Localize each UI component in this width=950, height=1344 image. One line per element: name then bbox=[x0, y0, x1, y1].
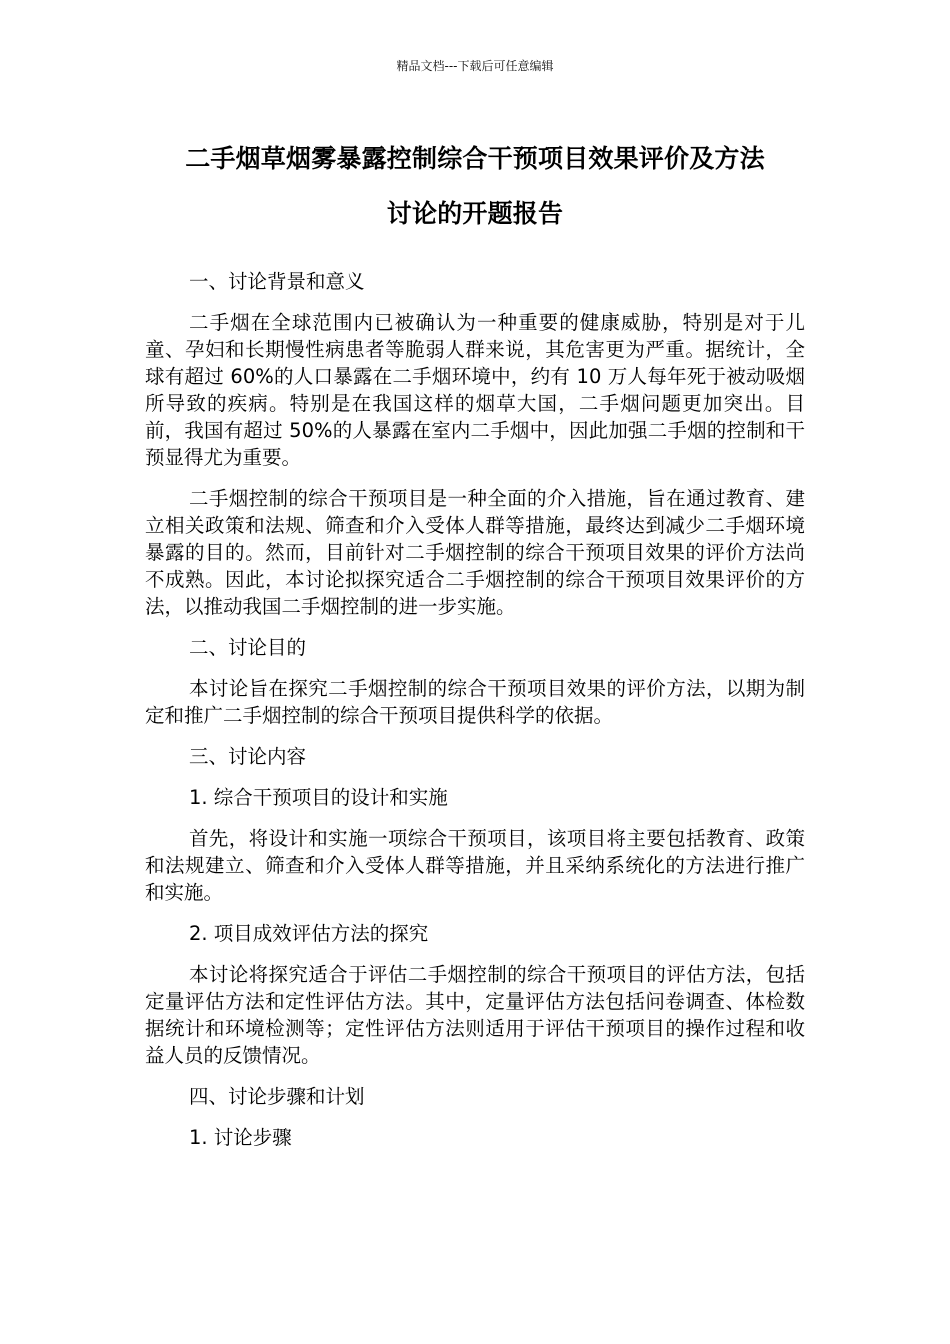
section-heading-steps: 四、讨论步骤和计划 bbox=[189, 1085, 365, 1108]
section-heading-purpose: 二、讨论目的 bbox=[189, 636, 307, 659]
paragraph-evaluation-methods: 本讨论将探究适合于评估二手烟控制的综合干预项目的评估方法，包括定量评估方法和定性评估方法。其中，定量评估方法包括问卷调查、体检数据统计和环境检测等；定性评估方法则适用于评估干预项目的操作过程和收益人员的反馈情况。 bbox=[145, 963, 805, 1067]
section-heading-background: 一、讨论背景和意义 bbox=[189, 270, 365, 293]
subheading-project-design: 1. 综合干预项目的设计和实施 bbox=[189, 786, 448, 809]
document-title-line-1: 二手烟草烟雾暴露控制综合干预项目效果评价及方法 bbox=[185, 144, 765, 173]
page-header: 精品文档---下载后可任意编辑 bbox=[396, 59, 554, 73]
paragraph-project-design: 首先，将设计和实施一项综合干预项目，该项目将主要包括教育、政策和法规建立、筛查和介入受体人群等措施，并且采纳系统化的方法进行推广和实施。 bbox=[145, 827, 805, 904]
paragraph-purpose: 本讨论旨在探究二手烟控制的综合干预项目效果的评价方法，以期为制定和推广二手烟控制的综合干预项目提供科学的依据。 bbox=[145, 677, 805, 727]
section-heading-content: 三、讨论内容 bbox=[189, 745, 307, 768]
paragraph-background-2: 二手烟控制的综合干预项目是一种全面的介入措施，旨在通过教育、建立相关政策和法规、筛查和介入受体人群等措施，最终达到减少二手烟环境暴露的目的。然而，目前针对二手烟控制的综合干预项目效果的评价方法尚不成熟。因此，本讨论拟探究适合二手烟控制的综合干预项目效果评价的方法，以推动我国二手烟控制的进一步实施。 bbox=[145, 487, 805, 618]
document-body bbox=[145, 268, 805, 1165]
paragraph-background-1: 二手烟在全球范围内已被确认为一种重要的健康威胁，特别是对于儿童、孕妇和长期慢性病患者等脆弱人群来说，其危害更为严重。据统计，全球有超过 60%的人口暴露在二手烟环境中，约有 10 万人每年死于被动吸烟所导致的疾病。特别是在我国这样的烟草大国，二手烟问题更加突出。目前，我国有超过 50%的人暴露在室内二手烟中，因此加强二手烟的控制和干预显得尤为重要。 bbox=[145, 311, 805, 469]
document-title-line-2: 讨论的开题报告 bbox=[386, 199, 564, 228]
subheading-steps: 1. 讨论步骤 bbox=[189, 1126, 292, 1149]
subheading-evaluation-methods: 2. 项目成效评估方法的探究 bbox=[189, 922, 429, 945]
